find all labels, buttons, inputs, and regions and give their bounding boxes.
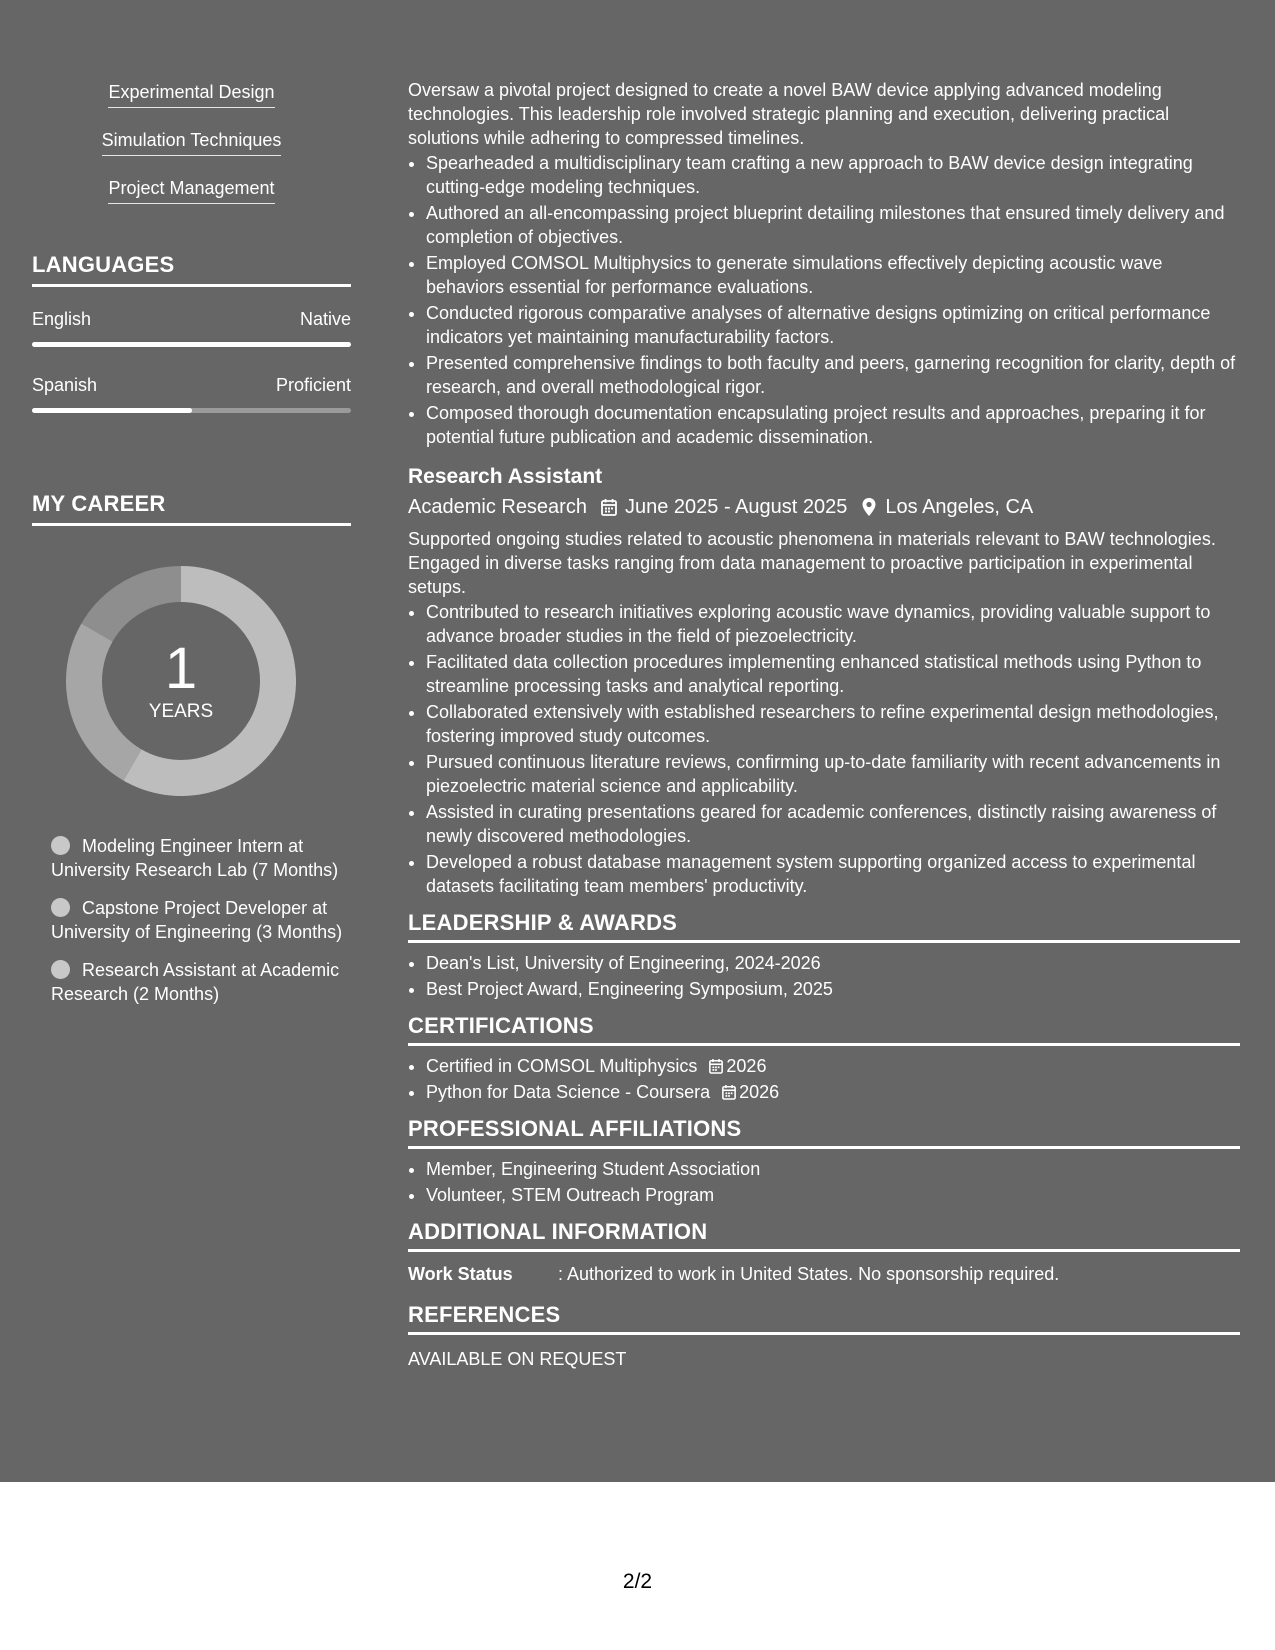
job-bullet: • Conducted rigorous comparative analyses of alternative designs optimizing on critical performance indicators yet maintaining manufacturability factors. xyxy=(426,301,1240,349)
page-number: 2/2 xyxy=(622,1570,653,1593)
job-dates: June 2025 - August 2025 xyxy=(624,496,848,518)
certifications-list xyxy=(408,1054,1240,1104)
calendar-icon xyxy=(601,498,617,516)
language-level: Proficient xyxy=(275,375,351,395)
job-bullet: • Spearheaded a multidisciplinary team crafting a new approach to BAW device design integrating cutting-edge modeling techniques. xyxy=(426,151,1240,199)
affiliations-heading: PROFESSIONAL AFFILIATIONS xyxy=(408,1116,1240,1149)
job-bullet: • Assisted in curating presentations geared for academic conferences, distinctly raising awareness of newly discovered methodologies. xyxy=(426,800,1240,848)
certification-year: 2026 xyxy=(739,1082,780,1102)
job-bullet: • Composed thorough documentation encapsulating project results and approaches, preparing it for potential future publication and academic dissemination. xyxy=(426,401,1240,449)
leadership-item: • Best Project Award, Engineering Symposium, 2025 xyxy=(426,977,1240,1001)
certification-year: 2026 xyxy=(726,1056,767,1076)
work-status-value: : Authorized to work in United States. No sponsorship required. xyxy=(558,1264,1060,1284)
additional-info-heading: ADDITIONAL INFORMATION xyxy=(408,1219,1240,1252)
references-text: AVAILABLE ON REQUEST xyxy=(408,1349,627,1369)
job-company: Academic Research xyxy=(408,496,587,518)
job-bullet: • Presented comprehensive findings to both faculty and peers, garnering recognition for clarity, depth of research, and overall methodological rigor. xyxy=(426,351,1240,399)
job-description: Supported ongoing studies related to acoustic phenomena in materials relevant to BAW technologies. Engaged in diverse tasks ranging from data management to proactive participation in experimental setups. xyxy=(408,529,1216,597)
job-title: Research Assistant xyxy=(408,465,603,488)
job-bullet: • Employed COMSOL Multiphysics to generate simulations effectively depicting acoustic wave behaviors essential for performance evaluations. xyxy=(426,251,1240,299)
job-bullet: • Developed a robust database management system supporting organized access to experimental datasets facilitating team members' productivity. xyxy=(426,850,1240,898)
calendar-icon xyxy=(722,1084,736,1100)
career-heading: MY CAREER xyxy=(32,491,351,526)
job-bullets xyxy=(408,151,1240,449)
job-bullet: • Authored an all-encompassing project blueprint detailing milestones that ensured timely delivery and completion of objectives. xyxy=(426,201,1240,249)
language-proficiency-bar xyxy=(32,408,351,413)
career-item-label: Modeling Engineer Intern at University Research Lab (7 Months) xyxy=(51,836,339,880)
career-item-label: Capstone Project Developer at University of Engineering (3 Months) xyxy=(51,898,343,942)
leadership-list xyxy=(408,951,1240,1001)
language-proficiency-bar xyxy=(32,342,351,347)
affiliation-item: • Member, Engineering Student Association xyxy=(426,1157,1240,1181)
leadership-heading: LEADERSHIP & AWARDS xyxy=(408,910,1240,943)
language-name: Spanish xyxy=(32,375,98,395)
job-bullet: • Collaborated extensively with established researchers to refine experimental design methodologies, fostering improved study outcomes. xyxy=(426,700,1240,748)
job-bullet: • Pursued continuous literature reviews, confirming up-to-date familiarity with recent advancements in piezoelectric material science and applicability. xyxy=(426,750,1240,798)
language-item xyxy=(32,375,351,413)
skill-label: Simulation Techniques xyxy=(102,128,282,156)
career-total-unit: YEARS xyxy=(148,701,214,722)
bullet-dot-icon xyxy=(51,898,70,917)
skill-label: Project Management xyxy=(108,176,274,204)
language-proficiency-fill xyxy=(32,342,351,347)
job-bullets xyxy=(408,600,1240,898)
job-bullet: • Contributed to research initiatives exploring acoustic wave dynamics, providing valuable support to advance broader studies in the field of piezoelectricity. xyxy=(426,600,1240,648)
right-column xyxy=(408,78,1240,1370)
job-meta xyxy=(408,493,1240,521)
bullet-dot-icon xyxy=(51,960,70,979)
certification-item xyxy=(426,1080,1240,1104)
work-status-label: Work Status xyxy=(408,1264,513,1284)
career-item xyxy=(51,896,351,944)
calendar-icon xyxy=(709,1058,723,1074)
job-description: Oversaw a pivotal project designed to create a novel BAW device applying advanced modeling technologies. This leadership role involved strategic planning and execution, delivering practical solutions while adhering to compressed timelines. xyxy=(408,80,1170,148)
leadership-item: • Dean's List, University of Engineering, 2024-2026 xyxy=(426,951,1240,975)
left-column xyxy=(32,80,351,1020)
job-bullet: • Facilitated data collection procedures implementing enhanced statistical methods using Python to streamline processing tasks and analytical reporting. xyxy=(426,650,1240,698)
bullet-dot-icon xyxy=(51,836,70,855)
affiliations-list xyxy=(408,1157,1240,1207)
skill-item xyxy=(32,80,351,108)
career-total xyxy=(66,566,296,796)
career-total-value: 1 xyxy=(164,636,198,701)
work-status-row xyxy=(408,1262,1240,1286)
location-pin-icon xyxy=(861,497,877,517)
career-donut-chart xyxy=(66,566,296,796)
affiliation-item: • Volunteer, STEM Outreach Program xyxy=(426,1183,1240,1207)
certification-item xyxy=(426,1054,1240,1078)
career-list xyxy=(32,834,351,1006)
career-item-label: Research Assistant at Academic Research (2 Months) xyxy=(51,960,340,1004)
certification-name: • Certified in COMSOL Multiphysics xyxy=(426,1056,698,1076)
language-name: English xyxy=(32,309,92,329)
language-item xyxy=(32,309,351,347)
job-location: Los Angeles, CA xyxy=(885,496,1034,518)
certifications-heading: CERTIFICATIONS xyxy=(408,1013,1240,1046)
career-item xyxy=(51,834,351,882)
skill-item xyxy=(32,176,351,204)
certification-name: • Python for Data Science - Coursera xyxy=(426,1082,711,1102)
language-proficiency-fill xyxy=(32,408,192,413)
language-level: Native xyxy=(299,309,351,329)
skill-label: Experimental Design xyxy=(108,80,274,108)
skill-item xyxy=(32,128,351,156)
languages-heading: LANGUAGES xyxy=(32,252,351,287)
career-item xyxy=(51,958,351,1006)
references-heading: REFERENCES xyxy=(408,1302,1240,1335)
